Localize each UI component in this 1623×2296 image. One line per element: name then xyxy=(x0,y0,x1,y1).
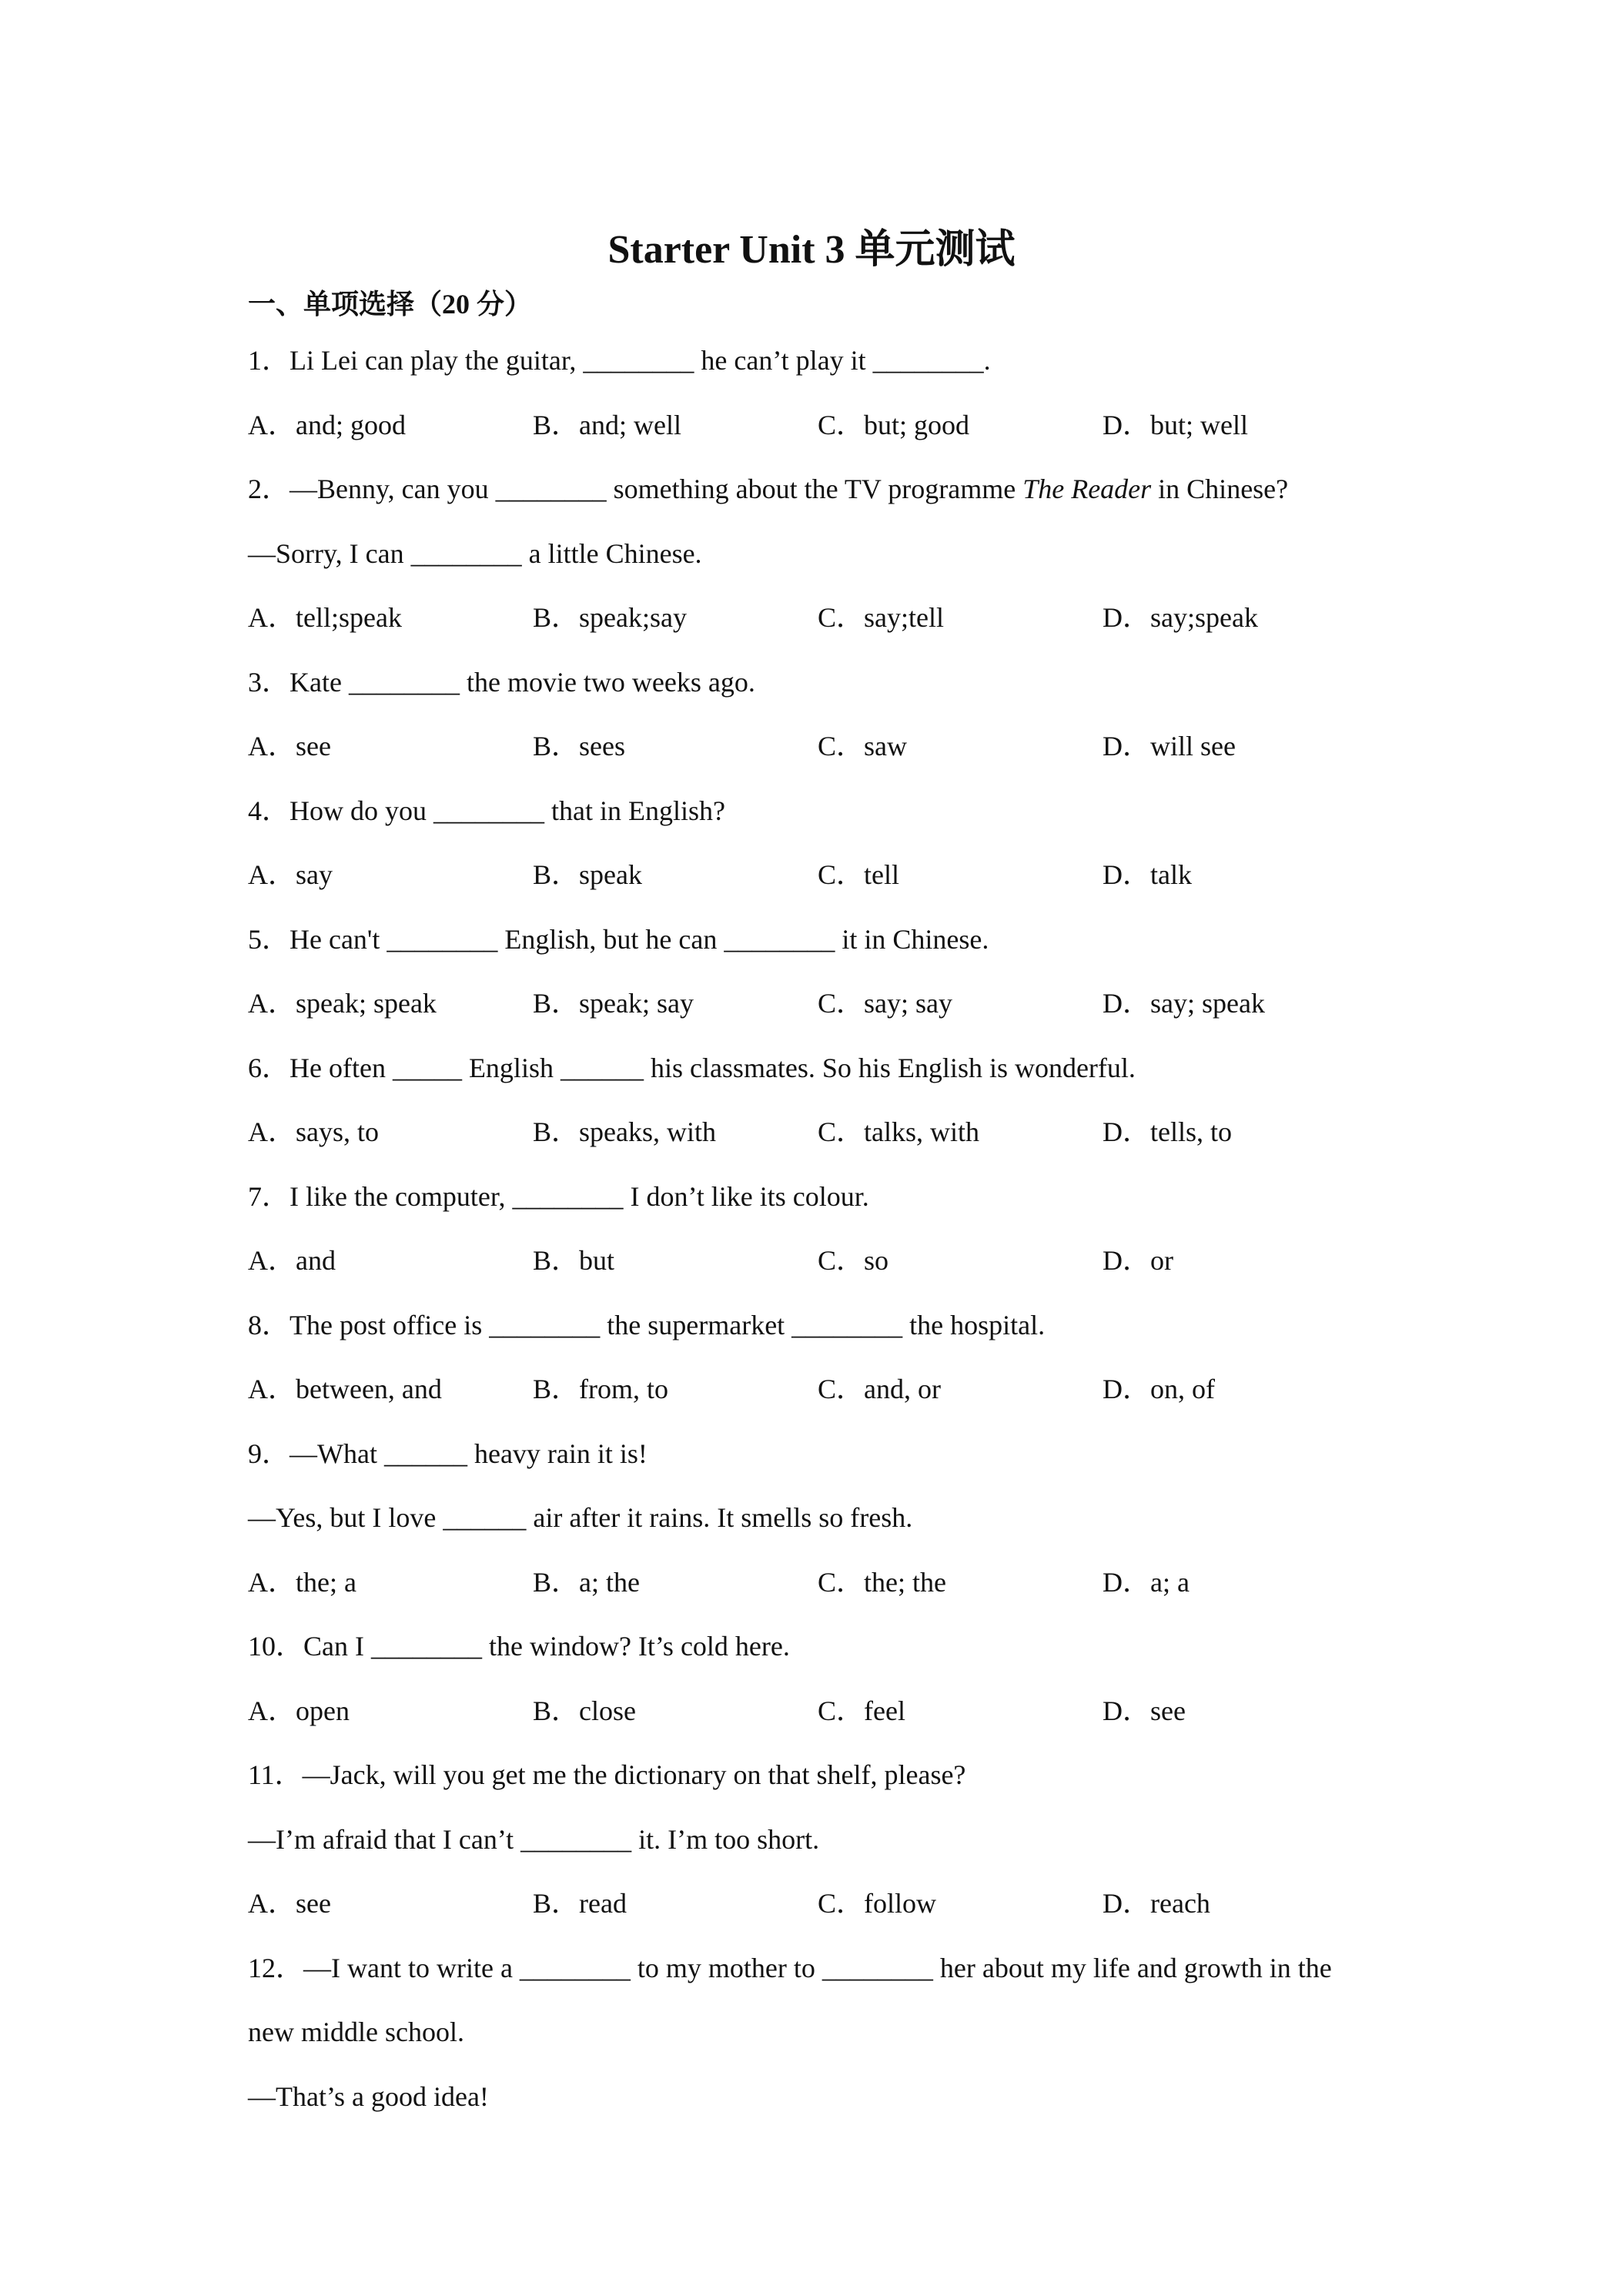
option-c: C．say;tell xyxy=(818,602,944,633)
option-b: B．from, to xyxy=(533,1374,668,1404)
option-c: C．the; the xyxy=(818,1566,946,1598)
question-11-options xyxy=(248,1880,1403,1945)
option-d: D．on, of xyxy=(1103,1374,1215,1404)
option-c: C．tell xyxy=(818,859,899,890)
option-b: B．speaks, with xyxy=(533,1116,716,1147)
option-b: B．read xyxy=(533,1888,627,1919)
option-d: D．reach xyxy=(1103,1888,1210,1919)
option-a: A．between, and xyxy=(248,1374,442,1404)
option-a: A．open xyxy=(248,1695,350,1726)
question-9-stem: 9．—What ______ heavy rain it is! xyxy=(248,1438,648,1469)
question-11-stem: 11．—Jack, will you get me the dictionary on that shelf, please? xyxy=(248,1759,966,1790)
option-c: C．say; say xyxy=(818,988,952,1019)
option-b: B．and; well xyxy=(533,409,681,440)
option-a: A．the; a xyxy=(248,1566,356,1598)
option-c: C．feel xyxy=(818,1695,905,1726)
option-d: D．see xyxy=(1103,1695,1186,1726)
page-title: Starter Unit 3 单元测试 xyxy=(607,228,1016,272)
option-a: A．see xyxy=(248,1888,331,1919)
option-d: D．but; well xyxy=(1103,409,1248,440)
question-7-stem: 7．I like the computer, ________ I don’t like its colour. xyxy=(248,1180,869,1212)
option-c: C．but; good xyxy=(818,409,970,440)
option-d: D．tells, to xyxy=(1103,1116,1232,1147)
section-heading: 一、单项选择（20 分） xyxy=(248,289,533,320)
question-2-options xyxy=(248,594,1403,659)
question-4-stem: 4．How do you ________ that in English? xyxy=(248,795,725,826)
question-8-stem: 8．The post office is ________ the supermarket ________ the hospital. xyxy=(248,1309,1046,1340)
option-d: D．say;speak xyxy=(1103,602,1258,633)
option-d: D．say; speak xyxy=(1103,988,1265,1019)
option-b: B．speak xyxy=(533,859,642,890)
question-11-reply: —I’m afraid that I can’t ________ it. I’m too short. xyxy=(248,1823,820,1855)
question-10-options xyxy=(248,1688,1403,1752)
option-c: C．saw xyxy=(818,731,907,761)
option-b: B．close xyxy=(533,1695,636,1726)
question-12-stem: 12．—I want to write a ________ to my mother to ________ her about my life and growth in the xyxy=(248,1952,1332,1983)
question-8-options xyxy=(248,1366,1403,1431)
question-2-programme-title: The Reader xyxy=(1022,474,1152,504)
question-10-stem: 10．Can I ________ the window? It’s cold here. xyxy=(248,1631,790,1662)
option-c: C．follow xyxy=(818,1888,937,1919)
option-a: A．tell;speak xyxy=(248,602,402,633)
question-7-options xyxy=(248,1237,1403,1302)
question-3-options xyxy=(248,723,1403,788)
question-2-stem xyxy=(248,466,1403,530)
option-b: B．but xyxy=(533,1245,615,1276)
option-a: A．see xyxy=(248,731,331,761)
question-1-stem: 1．Li Lei can play the guitar, ________ he can’t play it ________. xyxy=(248,345,991,376)
option-a: A．and; good xyxy=(248,409,406,440)
option-a: A．and xyxy=(248,1245,336,1276)
question-4-options xyxy=(248,852,1403,916)
option-a: A．says, to xyxy=(248,1116,379,1147)
question-9-reply: —Yes, but I love ______ air after it rains. It smells so fresh. xyxy=(248,1502,913,1533)
question-3-stem: 3．Kate ________ the movie two weeks ago. xyxy=(248,666,755,698)
question-2-stem-text: 2．―Benny, can you ________ something about the TV programme xyxy=(248,474,1023,504)
question-5-stem: 5．He can't ________ English, but he can ________ it in Chinese. xyxy=(248,923,989,955)
option-a: A．say xyxy=(248,859,333,890)
option-b: B．speak; say xyxy=(533,988,694,1019)
question-5-options xyxy=(248,980,1403,1045)
option-a: A．speak; speak xyxy=(248,988,437,1019)
option-d: D．a; a xyxy=(1103,1566,1190,1598)
option-d: D．will see xyxy=(1103,731,1236,761)
question-1-options xyxy=(248,402,1403,467)
question-6-stem: 6．He often _____ English ______ his classmates. So his English is wonderful. xyxy=(248,1052,1136,1083)
question-2-stem-end: in Chinese? xyxy=(1151,474,1289,504)
question-list xyxy=(248,337,1403,2137)
option-d: D．or xyxy=(1103,1245,1173,1276)
option-b: B．a; the xyxy=(533,1566,640,1598)
question-12-stem-continued: new middle school. xyxy=(248,2017,464,2047)
option-d: D．talk xyxy=(1103,859,1192,890)
question-6-options xyxy=(248,1109,1403,1173)
option-c: C．so xyxy=(818,1245,889,1276)
option-c: C．talks, with xyxy=(818,1116,980,1147)
option-b: B．sees xyxy=(533,731,625,761)
question-9-options xyxy=(248,1559,1403,1624)
question-2-reply: ―Sorry, I can ________ a little Chinese. xyxy=(248,537,702,569)
option-b: B．speak;say xyxy=(533,602,687,633)
question-12-reply: —That’s a good idea! xyxy=(248,2080,489,2112)
option-c: C．and, or xyxy=(818,1374,941,1404)
